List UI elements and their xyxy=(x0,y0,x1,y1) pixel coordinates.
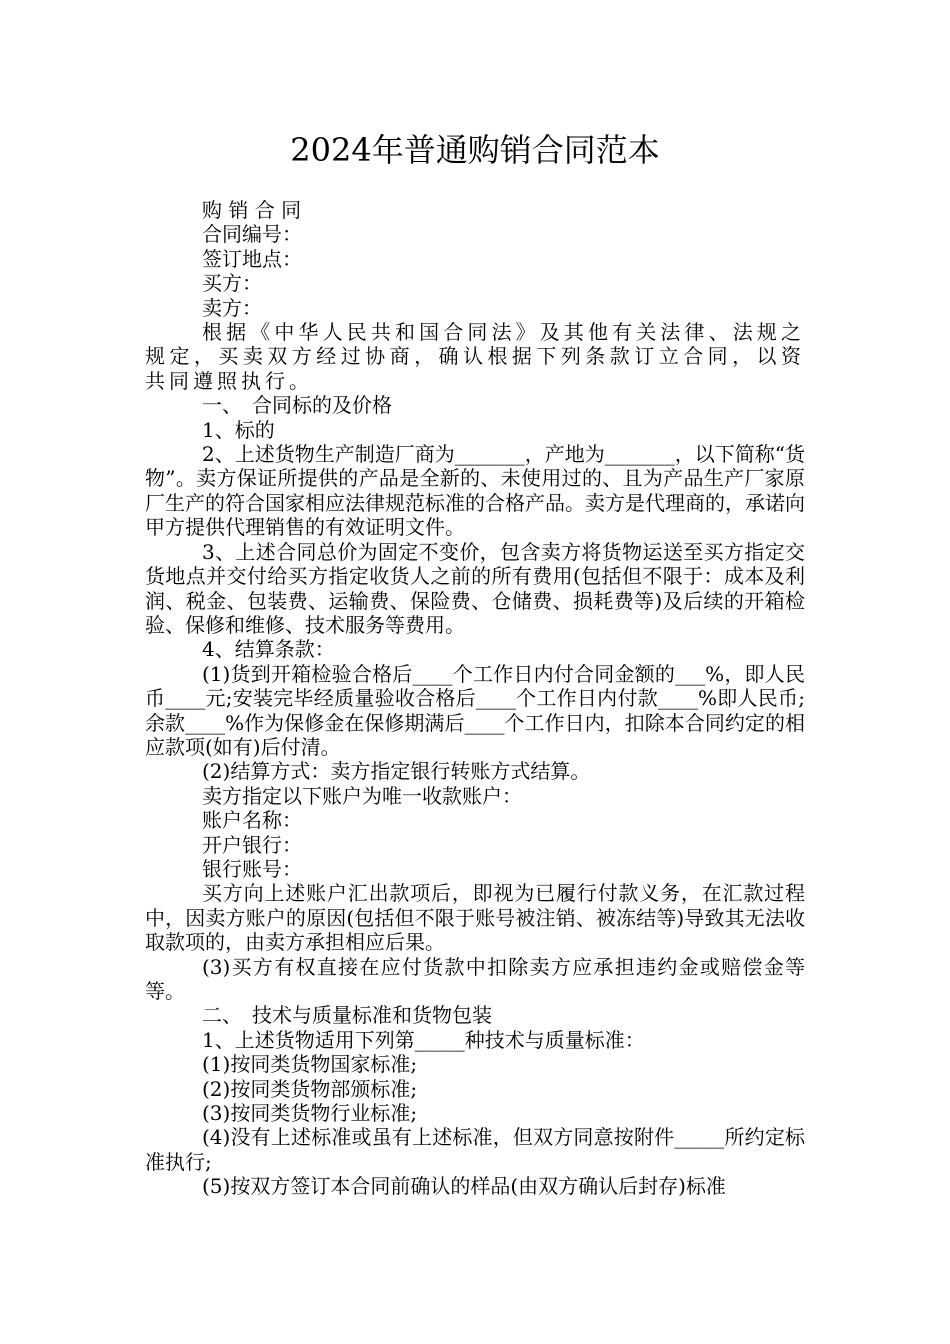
list-item: (3)按同类货物行业标准; xyxy=(202,1101,418,1126)
clause-paragraph: (3)买方有权直接在应付货款中扣除卖方应承担违约金或赔偿金等等。 xyxy=(145,954,805,1003)
contract-heading: 购 销 合 同 xyxy=(202,198,302,222)
list-item: (5)按双方签订本合同前确认的样品(由双方确认后封存)标准 xyxy=(202,1174,726,1199)
clause-paragraph: (1)货到开箱检验合格后____个工作日内付合同金额的___%，即人民币____元;安装完毕经质量验收合格后____个工作日内付款____%即人民币;余款____%作为保修金在保修期满后____个工作日内，扣除本合同约定的相应款项(如有)后付清。 xyxy=(145,661,805,759)
clause-paragraph: (2)结算方式：卖方指定银行转账方式结算。 xyxy=(202,759,591,784)
document-title: 2024年普通购销合同范本 xyxy=(290,131,660,169)
document-body xyxy=(145,198,805,1199)
section-heading: 一、 合同标的及价格 xyxy=(202,393,392,418)
section-heading: 二、 技术与质量标准和货物包装 xyxy=(202,1003,492,1028)
account-name-line: 账户名称： xyxy=(202,808,302,833)
clause-paragraph: 3、上述合同总价为固定不变价，包含卖方将货物运送至买方指定交货地点并交付给买方指定收货人之前的所有费用(包括但不限于：成本及利润、税金、包装费、运输费、保险费、仓储费、损耗费等)及后续的开箱检验、保修和维修、技术服务等费用。 xyxy=(145,539,805,637)
clause-paragraph: 卖方指定以下账户为唯一收款账户： xyxy=(202,783,522,808)
buyer-line: 买方： xyxy=(202,271,262,296)
signing-place-line: 签订地点： xyxy=(202,246,302,271)
list-item: (4)没有上述标准或虽有上述标准，但双方同意按附件_____所约定标准执行; xyxy=(145,1125,805,1174)
clause-paragraph: 4、结算条款： xyxy=(202,637,335,662)
clause-paragraph: 买方向上述账户汇出款项后，即视为已履行付款义务，在汇款过程中，因卖方账户的原因(包括但不限于账号被注销、被冻结等)导致其无法收取款项的，由卖方承担相应后果。 xyxy=(145,881,805,955)
clause-paragraph: 2、上述货物生产制造厂商为_______，产地为_______，以下简称“货物”。卖方保证所提供的产品是全新的、未使用过的、且为产品生产厂家原厂生产的符合国家相应法律规范标准的合格产品。卖方是代理商的，承诺向甲方提供代理销售的有效证明文件。 xyxy=(145,442,805,540)
list-item: (1)按同类货物国家标准; xyxy=(202,1052,418,1077)
clause-paragraph: 1、上述货物适用下列第_____种技术与质量标准： xyxy=(202,1027,645,1052)
clause-paragraph: 1、标的 xyxy=(202,417,275,442)
list-item: (2)按同类货物部颁标准; xyxy=(202,1076,418,1101)
preamble-paragraph: 根据《中华人民共和国合同法》及其他有关法律、法规之规定，买卖双方经过协商，确认根据下列条款订立合同，以资共同遵照执行。 xyxy=(145,320,805,393)
seller-line: 卖方： xyxy=(202,295,262,320)
account-number-line: 银行账号： xyxy=(202,856,302,881)
bank-line: 开户银行： xyxy=(202,832,302,857)
contract-number-line: 合同编号： xyxy=(202,222,302,247)
